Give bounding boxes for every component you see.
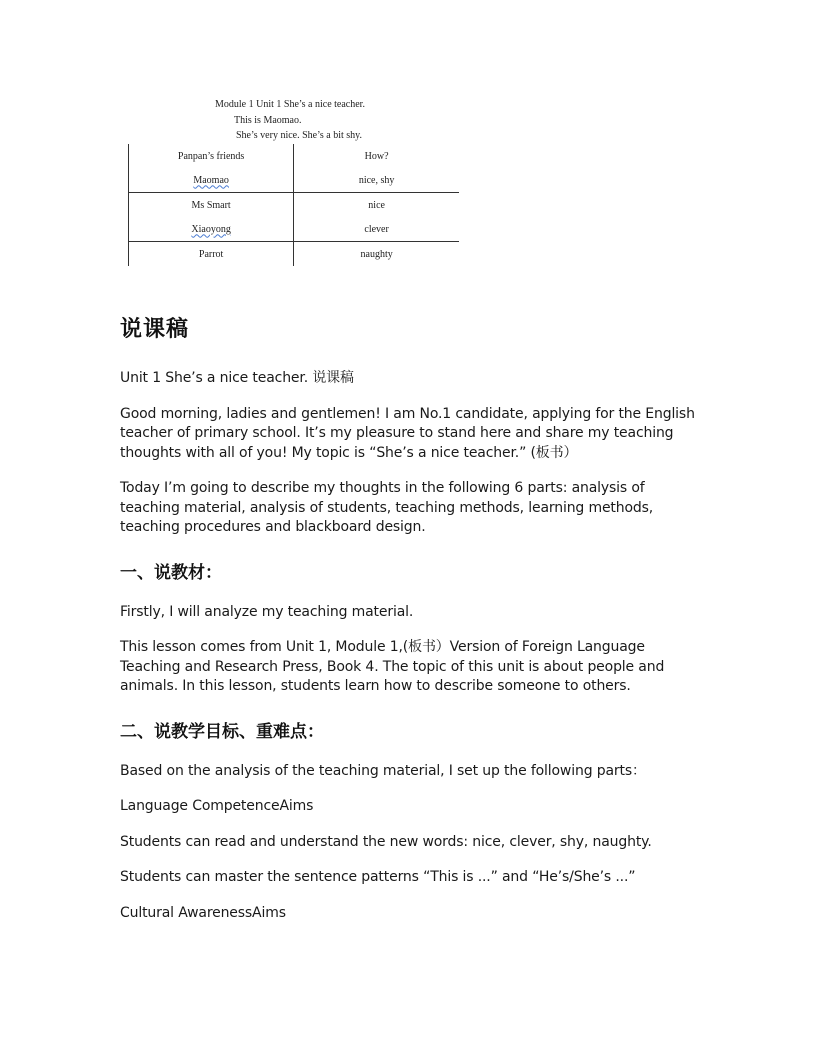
document-body — [120, 312, 700, 939]
table-row — [129, 217, 460, 242]
section-1-paragraph-2: This lesson comes from Unit 1, Module 1,(板书）Version of Foreign Language Teaching and Research Press, Book 4. The topic of this unit is about people and animals. In this lesson, students learn how to describe someone to others. — [120, 639, 665, 694]
table-cell: Xiaoyong — [129, 217, 294, 242]
table-cell: nice, shy — [294, 168, 459, 193]
section-2-paragraph-3: Students can read and understand the new words: nice, clever, shy, naughty. — [120, 833, 652, 850]
subtitle: Unit 1 She’s a nice teacher. 说课稿 — [120, 370, 354, 386]
table-row — [129, 168, 460, 193]
section-2-paragraph-4: Students can master the sentence patterns “This is ...” and “He’s/She’s ...” — [120, 869, 636, 885]
intro-paragraph-1: Good morning, ladies and gentlemen! I am No.1 candidate, applying for the English teacher of primary school. It’s my pleasure to stand here and share my teaching thoughts with all of you! My topic is “She’s a nice teacher.” (板书） — [120, 405, 695, 461]
table-row — [129, 242, 460, 267]
section-1-heading: 一、说教材： — [120, 562, 222, 583]
section-1-paragraph-1: Firstly, I will analyze my teaching material. — [120, 603, 414, 620]
section-2-paragraph-1: Based on the analysis of the teaching material, I set up the following parts： — [120, 762, 646, 779]
board-line-2: This is Maomao. — [234, 115, 302, 126]
intro-paragraph-2: Today I’m going to describe my thoughts in the following 6 parts: analysis of teaching material, analysis of students, teaching methods, learning methods, teaching procedures and blackboard design. — [120, 480, 654, 535]
blackboard-design-image — [0, 0, 816, 270]
table-header-cell: How? — [364, 150, 389, 162]
section-2-paragraph-2: Language CompetenceAims — [120, 798, 314, 814]
table-header-row — [129, 144, 460, 168]
table-cell: Parrot — [129, 242, 294, 267]
table-cell: Ms Smart — [129, 193, 294, 218]
board-title-line: Module 1 Unit 1 She’s a nice teacher. — [215, 99, 365, 110]
table-cell: clever — [294, 217, 459, 242]
table-cell: naughty — [360, 248, 393, 260]
section-2-heading: 二、说教学目标、重难点： — [120, 721, 324, 742]
table-row — [129, 193, 460, 218]
section-2-paragraph-5: Cultural AwarenessAims — [120, 904, 286, 921]
table-cell: nice — [368, 199, 385, 211]
friends-table — [128, 144, 459, 266]
table-header-cell: Panpan’s friends — [129, 144, 294, 168]
board-line-3: She’s very nice. She’s a bit shy. — [236, 130, 363, 141]
table-cell: Maomao — [129, 168, 294, 193]
page-title: 说课稿 — [120, 317, 190, 342]
